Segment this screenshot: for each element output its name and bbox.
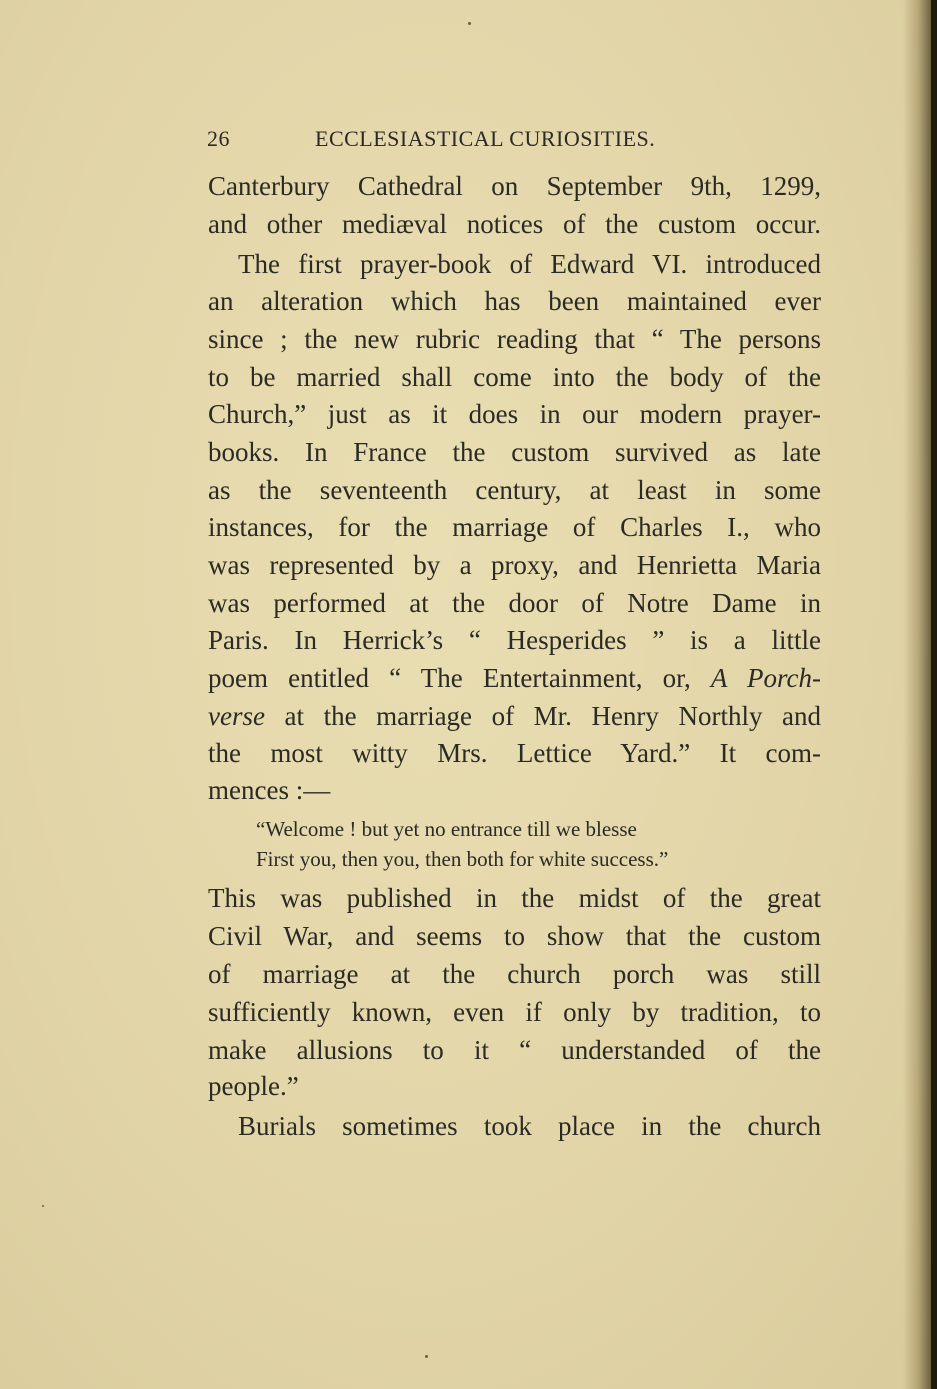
text-line: people.”	[208, 1071, 299, 1101]
verse-quote-line: “Welcome ! but yet no entrance till we blesse	[256, 817, 637, 841]
text-line: to be married shall come into the body of the	[208, 362, 821, 392]
page-edge	[931, 0, 937, 1389]
text-line: an alteration which has been maintained ever	[208, 286, 821, 316]
text-line: Burials sometimes took place in the church	[238, 1111, 821, 1141]
verse-quote-line: First you, then you, then both for white success.”	[256, 847, 669, 871]
italic-text: verse	[208, 701, 265, 731]
text-line: since ; the new rubric reading that “ The persons	[208, 324, 821, 354]
text-line: Church,” just as it does in our modern prayer-	[208, 399, 821, 429]
text-line: instances, for the marriage of Charles I., who	[208, 512, 821, 542]
text-line: and other mediæval notices of the custom occur.	[208, 209, 821, 239]
text-line: Paris. In Herrick’s “ Hesperides ” is a little	[208, 625, 821, 655]
text-segment: poem entitled “ The Entertainment, or,	[208, 663, 691, 693]
paper-speck	[425, 1355, 428, 1358]
text-line: Civil War, and seems to show that the custom	[208, 921, 821, 951]
text-line: books. In France the custom survived as late	[208, 437, 821, 467]
text-segment: at the marriage of Mr. Henry Northly and	[284, 701, 822, 731]
running-title: ECCLESIASTICAL CURIOSITIES.	[315, 126, 656, 151]
text-line: the most witty Mrs. Lettice Yard.” It com-	[208, 738, 821, 768]
page-number: 26	[207, 126, 230, 151]
text-line: make allusions to it “ understanded of the	[208, 1035, 821, 1065]
italic-text: A Porch-	[710, 663, 822, 693]
paper-speck	[468, 22, 471, 25]
text-line: was represented by a proxy, and Henrietta Maria	[208, 550, 821, 580]
text-line: mences :—	[208, 775, 331, 805]
running-header	[207, 124, 707, 154]
text-line: This was published in the midst of the great	[208, 883, 821, 913]
text-line: was performed at the door of Notre Dame in	[208, 588, 821, 618]
text-line: as the seventeenth century, at least in some	[208, 475, 821, 505]
text-line: Canterbury Cathedral on September 9th, 1299,	[208, 171, 821, 201]
text-line: sufficiently known, even if only by tradition, to	[208, 997, 821, 1027]
text-line	[208, 700, 821, 732]
text-line: of marriage at the church porch was still	[208, 959, 821, 989]
paper-speck	[42, 1205, 44, 1207]
text-line: The first prayer-book of Edward VI. introduced	[238, 249, 821, 279]
text-line	[208, 662, 821, 694]
